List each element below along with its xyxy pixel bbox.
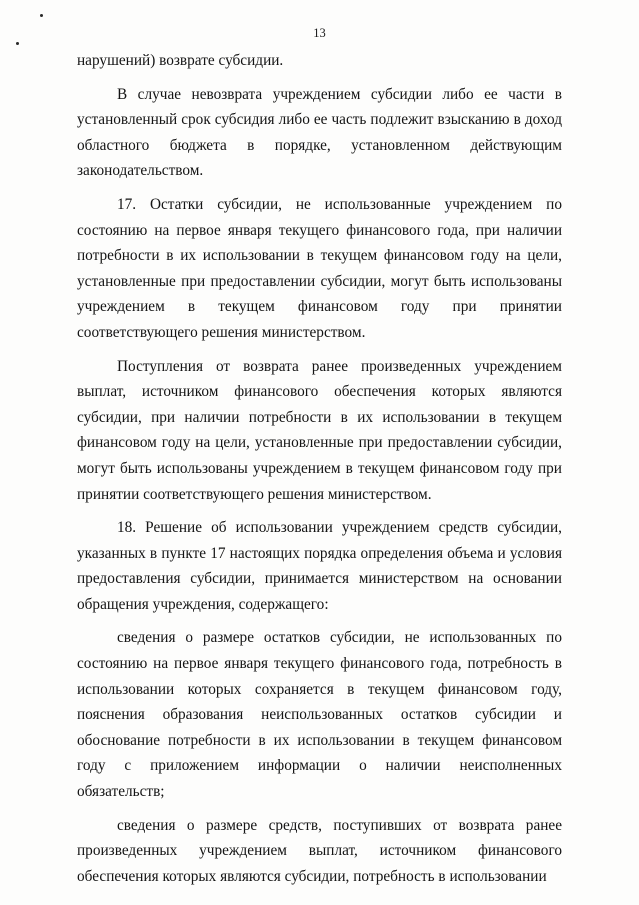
paragraph: сведения о размере остатков субсидии, не использованных по состоянию на первое января текущего финансового года, потребность в использовании которых сохраняется в текущем финансовом году, пояснения образования неиспользованных остатков субсидии и обоснование потребности в их использовании в текущем финансовом году с приложением информации о наличии неисполненных обязательств; [77, 629, 562, 801]
page-number: 13 [313, 26, 326, 40]
paragraph-item-17: 17. Остатки субсидии, не использованные учреждением по состоянию на первое января текущего финансового года, при наличии потребности в их использовании в текущем финансовом году на цели, установленные при предоставлении субсидии, могут быть использованы учреждением в текущем финансовом году при принятии соответствующего решения министерством. [77, 195, 562, 341]
paragraph-item-18: 18. Решение об использовании учреждением средств субсидии, указанных в пункте 17 настоящих порядка определения объема и условия предоставления субсидии, принимается министерством на основании обращения учреждения, содержащего: [77, 519, 562, 613]
scan-speck [16, 42, 19, 45]
paragraph: В случае невозврата учреждением субсидии либо ее части в установленный срок субсидия либо ее часть подлежит взысканию в доход областного бюджета в порядке, установленном действующим законодательством. [77, 85, 562, 180]
paragraph: нарушений) возврате субсидии. [77, 52, 284, 69]
paragraph: Поступления от возврата ранее произведенных учреждением выплат, источником финансового обеспечения которых являются субсидии, при наличии потребности в их использовании в текущем финансовом году на цели, установленные при предоставлении субсидии, могут быть использованы учреждением в текущем финансовом году при принятии соответствующего решения министерством. [77, 357, 562, 503]
paragraph: сведения о размере средств, поступивших от возврата ранее произведенных учреждением выплат, источником финансового обеспечения которых являются субсидии, потребность в использовании [77, 816, 562, 885]
document-body [77, 48, 562, 897]
scan-speck [40, 14, 43, 17]
